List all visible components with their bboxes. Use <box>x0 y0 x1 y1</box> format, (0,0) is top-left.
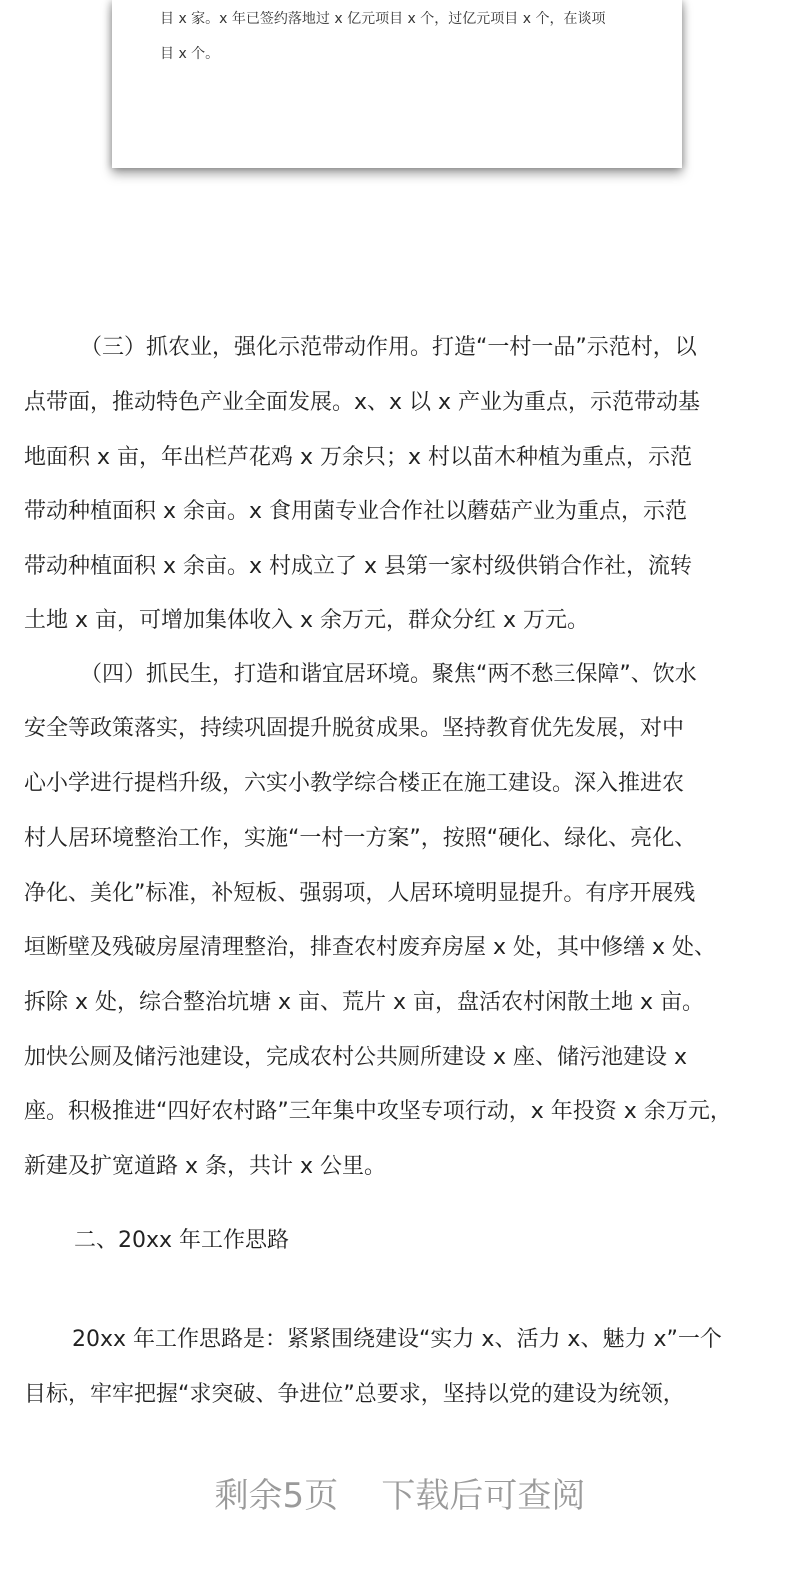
section-4-line: 安全等政策落实，持续巩固提升脱贫成果。坚持教育优先发展，对中 <box>24 716 685 741</box>
section-3-line: 带动种植面积 x 余亩。x 村成立了 x 县第一家村级供销合作社，流转 <box>24 554 693 579</box>
section-4-line: 座。积极推进“四好农村路”三年集中攻坚专项行动，x 年投资 x 余万元， <box>24 1099 732 1124</box>
card-line: 目 x 家。x 年已签约落地过 x 亿元项目 x 个，过亿元项目 x 个，在谈项 <box>160 11 606 27</box>
section-3-line: 地面积 x 亩，年出栏芦花鸡 x 万余只；x 村以苗木种植为重点，示范 <box>24 445 693 470</box>
section-4-line: 加快公厕及储污池建设，完成农村公共厕所建设 x 座、储污池建设 x <box>24 1045 688 1070</box>
thoughts-line: 目标，牢牢把握“求突破、争进位”总要求，坚持以党的建设为统领， <box>24 1382 685 1407</box>
page-preview-card <box>112 0 682 168</box>
remaining-pages-notice[interactable]: 剩余5页 下载后可查阅 <box>214 1476 586 1516</box>
section-3-line: 土地 x 亩，可增加集体收入 x 余万元，群众分红 x 万元。 <box>24 608 590 633</box>
section-4-line: 新建及扩宽道路 x 条，共计 x 公里。 <box>24 1154 387 1179</box>
section-3-line: （三）抓农业，强化示范带动作用。打造“一村一品”示范村，以 <box>80 335 697 360</box>
section-3-line: 带动种植面积 x 余亩。x 食用菌专业合作社以蘑菇产业为重点，示范 <box>24 499 688 524</box>
section-4-line: 垣断壁及残破房屋清理整治，排查农村废弃房屋 x 处，其中修缮 x 处、 <box>24 935 717 960</box>
section-4-line: 心小学进行提档升级，六实小教学综合楼正在施工建设。深入推进农 <box>24 771 685 796</box>
section-4-line: 净化、美化”标准，补短板、强弱项，人居环境明显提升。有序开展残 <box>24 881 696 906</box>
section-4-line: 拆除 x 处，综合整治坑塘 x 亩、荒片 x 亩，盘活农村闲散土地 x 亩。 <box>24 990 705 1015</box>
section-heading: 二、20xx 年工作思路 <box>74 1228 290 1253</box>
section-3-line: 点带面，推动特色产业全面发展。x、x 以 x 产业为重点，示范带动基 <box>24 390 701 415</box>
card-line: 目 x 个。 <box>160 46 220 62</box>
thoughts-line: 20xx 年工作思路是：紧紧围绕建设“实力 x、活力 x、魅力 x”一个 <box>72 1327 722 1352</box>
section-4-line: （四）抓民生，打造和谐宜居环境。聚焦“两不愁三保障”、饮水 <box>80 662 697 687</box>
section-4-line: 村人居环境整治工作，实施“一村一方案”，按照“硬化、绿化、亮化、 <box>24 826 697 851</box>
